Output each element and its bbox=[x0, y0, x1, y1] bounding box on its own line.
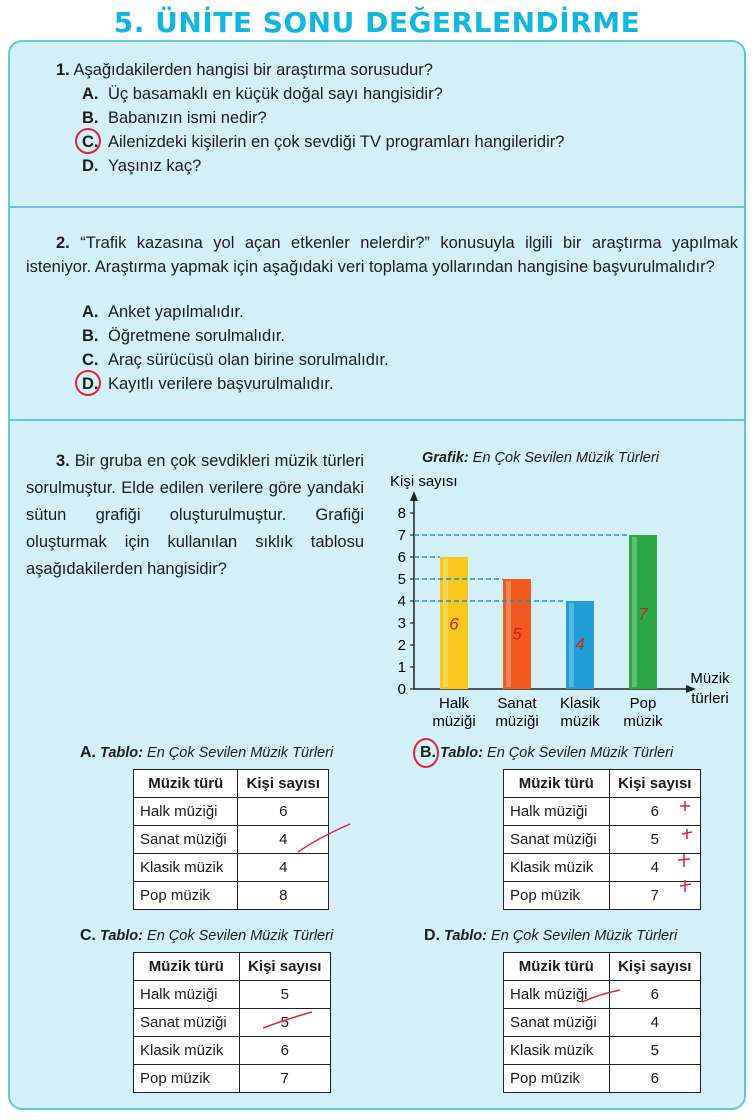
row-value: 8 bbox=[238, 882, 329, 910]
row-label: Klasik müzik bbox=[504, 1037, 610, 1065]
category-label-line2: müzik bbox=[560, 713, 600, 730]
row-value: 4 bbox=[609, 1009, 700, 1037]
bar-highlight bbox=[443, 559, 448, 687]
option-letter: D. bbox=[82, 157, 99, 175]
row-label: Pop müzik bbox=[134, 882, 238, 910]
table-letter: C. bbox=[80, 927, 96, 944]
question-1-text: Aşağıdakilerden hangisi bir araştırma sorusudur? bbox=[73, 61, 433, 79]
option-letter: B. bbox=[82, 109, 99, 127]
question-1-number: 1. bbox=[56, 61, 70, 79]
row-value: 5 bbox=[239, 981, 330, 1009]
option-letter: D. bbox=[82, 375, 99, 393]
y-tick-label: 1 bbox=[397, 659, 406, 676]
table-row bbox=[134, 826, 329, 854]
table-d[interactable] bbox=[503, 952, 701, 1093]
question-2-number: 2. bbox=[56, 234, 70, 252]
table-tag: Tablo: bbox=[440, 745, 483, 761]
row-label: Sanat müziği bbox=[134, 1009, 240, 1037]
question-3 bbox=[26, 448, 364, 583]
table-row bbox=[504, 798, 701, 826]
table-row bbox=[134, 1065, 331, 1093]
header-music-type: Müzik türü bbox=[134, 770, 238, 798]
table-a-caption bbox=[80, 744, 333, 762]
row-value: 7 bbox=[609, 882, 700, 910]
table-b[interactable] bbox=[503, 769, 701, 910]
row-value: 4 bbox=[609, 854, 700, 882]
category-label-line2: müziği bbox=[495, 713, 539, 730]
row-label: Pop müzik bbox=[504, 1065, 610, 1093]
table-row bbox=[504, 981, 701, 1009]
option-text: Ailenizdeki kişilerin en çok sevdiği TV programları hangileridir? bbox=[108, 133, 565, 151]
table-title: En Çok Sevilen Müzik Türleri bbox=[491, 928, 678, 944]
table-letter: D. bbox=[424, 927, 440, 944]
q1-option-a[interactable] bbox=[82, 82, 443, 106]
row-value: 6 bbox=[609, 981, 700, 1009]
category-label-line1: Halk bbox=[438, 695, 470, 712]
table-tag: Tablo: bbox=[100, 745, 143, 761]
q2-option-c[interactable] bbox=[82, 348, 389, 372]
handwritten-value: 4 bbox=[575, 634, 585, 654]
option-text: Araç sürücüsü olan birine sorulmalıdır. bbox=[108, 351, 389, 369]
row-label: Sanat müziği bbox=[504, 1009, 610, 1037]
option-letter: C. bbox=[82, 351, 99, 369]
table-letter: B. bbox=[420, 744, 436, 761]
table-row bbox=[134, 1037, 331, 1065]
handwritten-value: 5 bbox=[512, 624, 522, 644]
question-2-text: “Trafik kazasına yol açan etkenler nelerdir?” konusuyla ilgili bir araştırma yapılmak isteniyor. Araştırma yapmak için aşağıdaki veri toplama yollarından hangisine başvurulmalıdır? bbox=[26, 234, 738, 276]
q2-option-b[interactable] bbox=[82, 324, 285, 348]
y-tick-label: 5 bbox=[397, 571, 406, 588]
question-2 bbox=[26, 231, 738, 279]
row-value: 7 bbox=[239, 1065, 330, 1093]
table-tag: Tablo: bbox=[444, 928, 487, 944]
option-letter: C. bbox=[82, 133, 99, 151]
question-3-text: Bir gruba en çok sevdikleri müzik türleri sorulmuştur. Elde edilen verilere göre yandaki sütun grafiği oluşturulmuştur. Grafiği oluşturmak için kullanılan sıklık tablosu aşağıdakilerden hangisidir? bbox=[26, 452, 364, 578]
table-row bbox=[134, 854, 329, 882]
table-row bbox=[134, 882, 329, 910]
table-a[interactable] bbox=[133, 769, 329, 910]
row-value: 4 bbox=[238, 854, 329, 882]
table-row bbox=[134, 1009, 331, 1037]
row-label: Pop müzik bbox=[134, 1065, 240, 1093]
table-row bbox=[504, 854, 701, 882]
y-tick-label: 3 bbox=[397, 615, 406, 632]
table-row bbox=[504, 1065, 701, 1093]
table-title: En Çok Sevilen Müzik Türleri bbox=[147, 745, 334, 761]
header-music-type: Müzik türü bbox=[134, 953, 240, 981]
question-1 bbox=[56, 58, 716, 82]
row-label: Halk müziği bbox=[504, 798, 610, 826]
q2-option-a[interactable] bbox=[82, 300, 244, 324]
table-row bbox=[504, 1037, 701, 1065]
category-label-line2: müzik bbox=[623, 713, 663, 730]
option-letter: A. bbox=[82, 85, 99, 103]
table-row bbox=[134, 981, 331, 1009]
y-tick-label: 6 bbox=[397, 549, 406, 566]
category-label-line1: Klasik bbox=[559, 695, 601, 712]
header-music-type: Müzik türü bbox=[504, 953, 610, 981]
bar-highlight bbox=[632, 537, 637, 687]
question-divider-1 bbox=[10, 206, 744, 208]
q2-option-d[interactable] bbox=[82, 372, 334, 396]
x-axis-label-line1: Müzik bbox=[690, 670, 730, 687]
table-c[interactable] bbox=[133, 952, 331, 1093]
q2-answer-circle bbox=[75, 370, 101, 396]
table-row bbox=[134, 798, 329, 826]
q1-option-b[interactable] bbox=[82, 106, 267, 130]
table-d-caption bbox=[424, 927, 677, 945]
question-divider-2 bbox=[10, 419, 744, 421]
chart-caption-label: Grafik: bbox=[422, 450, 469, 466]
option-text: Babanızın ismi nedir? bbox=[108, 109, 267, 127]
question-3-number: 3. bbox=[56, 452, 70, 470]
row-value: 5 bbox=[609, 1037, 700, 1065]
y-tick-label: 7 bbox=[397, 527, 406, 544]
bar-highlight bbox=[506, 581, 511, 687]
table-tag: Tablo: bbox=[100, 928, 143, 944]
header-music-type: Müzik türü bbox=[504, 770, 610, 798]
bar-chart bbox=[370, 466, 746, 738]
y-tick-label: 2 bbox=[397, 637, 406, 654]
handwritten-value: 7 bbox=[638, 604, 648, 624]
header-count: Kişi sayısı bbox=[609, 770, 700, 798]
option-text: Öğretmene sorulmalıdır. bbox=[108, 327, 285, 345]
chart-caption bbox=[422, 450, 659, 466]
option-text: Anket yapılmalıdır. bbox=[108, 303, 244, 321]
y-tick-label: 4 bbox=[397, 593, 406, 610]
q1-answer-circle bbox=[75, 128, 101, 154]
row-value: 6 bbox=[609, 1065, 700, 1093]
row-label: Klasik müzik bbox=[134, 854, 238, 882]
y-axis-label: Kişi sayısı bbox=[390, 473, 458, 490]
q3-answer-circle bbox=[413, 738, 439, 768]
row-value: 6 bbox=[609, 798, 700, 826]
table-b-caption bbox=[420, 744, 673, 762]
table-title: En Çok Sevilen Müzik Türleri bbox=[487, 745, 674, 761]
table-c-caption bbox=[80, 927, 333, 945]
category-label-line1: Pop bbox=[629, 695, 657, 712]
table-letter: A. bbox=[80, 744, 96, 761]
y-tick-label: 8 bbox=[397, 505, 406, 522]
option-letter: B. bbox=[82, 327, 99, 345]
row-label: Pop müzik bbox=[504, 882, 610, 910]
category-label-line1: Sanat bbox=[497, 695, 537, 712]
option-text: Üç basamaklı en küçük doğal sayı hangisidir? bbox=[108, 85, 443, 103]
row-label: Klasik müzik bbox=[504, 854, 610, 882]
q1-option-d[interactable] bbox=[82, 154, 201, 178]
q1-option-c[interactable] bbox=[82, 130, 564, 154]
table-row bbox=[504, 1009, 701, 1037]
y-axis-arrow bbox=[410, 491, 418, 501]
table-title: En Çok Sevilen Müzik Türleri bbox=[147, 928, 334, 944]
row-label: Klasik müzik bbox=[134, 1037, 240, 1065]
row-label: Sanat müziği bbox=[504, 826, 610, 854]
row-value: 6 bbox=[238, 798, 329, 826]
row-value: 5 bbox=[239, 1009, 330, 1037]
x-axis-label-line2: türleri bbox=[691, 690, 729, 707]
row-value: 5 bbox=[609, 826, 700, 854]
header-count: Kişi sayısı bbox=[609, 953, 700, 981]
table-row bbox=[504, 882, 701, 910]
page-title: 5. ÜNİTE SONU DEĞERLENDİRME bbox=[113, 6, 641, 39]
table-row bbox=[504, 826, 701, 854]
option-text: Yaşınız kaç? bbox=[108, 157, 202, 175]
bar-highlight bbox=[569, 603, 574, 687]
y-tick-label: 0 bbox=[397, 681, 406, 698]
row-value: 6 bbox=[239, 1037, 330, 1065]
row-label: Halk müziği bbox=[134, 798, 238, 826]
header-count: Kişi sayısı bbox=[238, 770, 329, 798]
chart-caption-title: En Çok Sevilen Müzik Türleri bbox=[472, 450, 659, 466]
header-count: Kişi sayısı bbox=[239, 953, 330, 981]
category-label-line2: müziği bbox=[432, 713, 476, 730]
row-label: Sanat müziği bbox=[134, 826, 238, 854]
option-letter: A. bbox=[82, 303, 99, 321]
row-value: 4 bbox=[238, 826, 329, 854]
row-label: Halk müziği bbox=[134, 981, 240, 1009]
option-text: Kayıtlı verilere başvurulmalıdır. bbox=[108, 375, 334, 393]
handwritten-value: 6 bbox=[449, 614, 459, 634]
row-label: Halk müziği bbox=[504, 981, 610, 1009]
